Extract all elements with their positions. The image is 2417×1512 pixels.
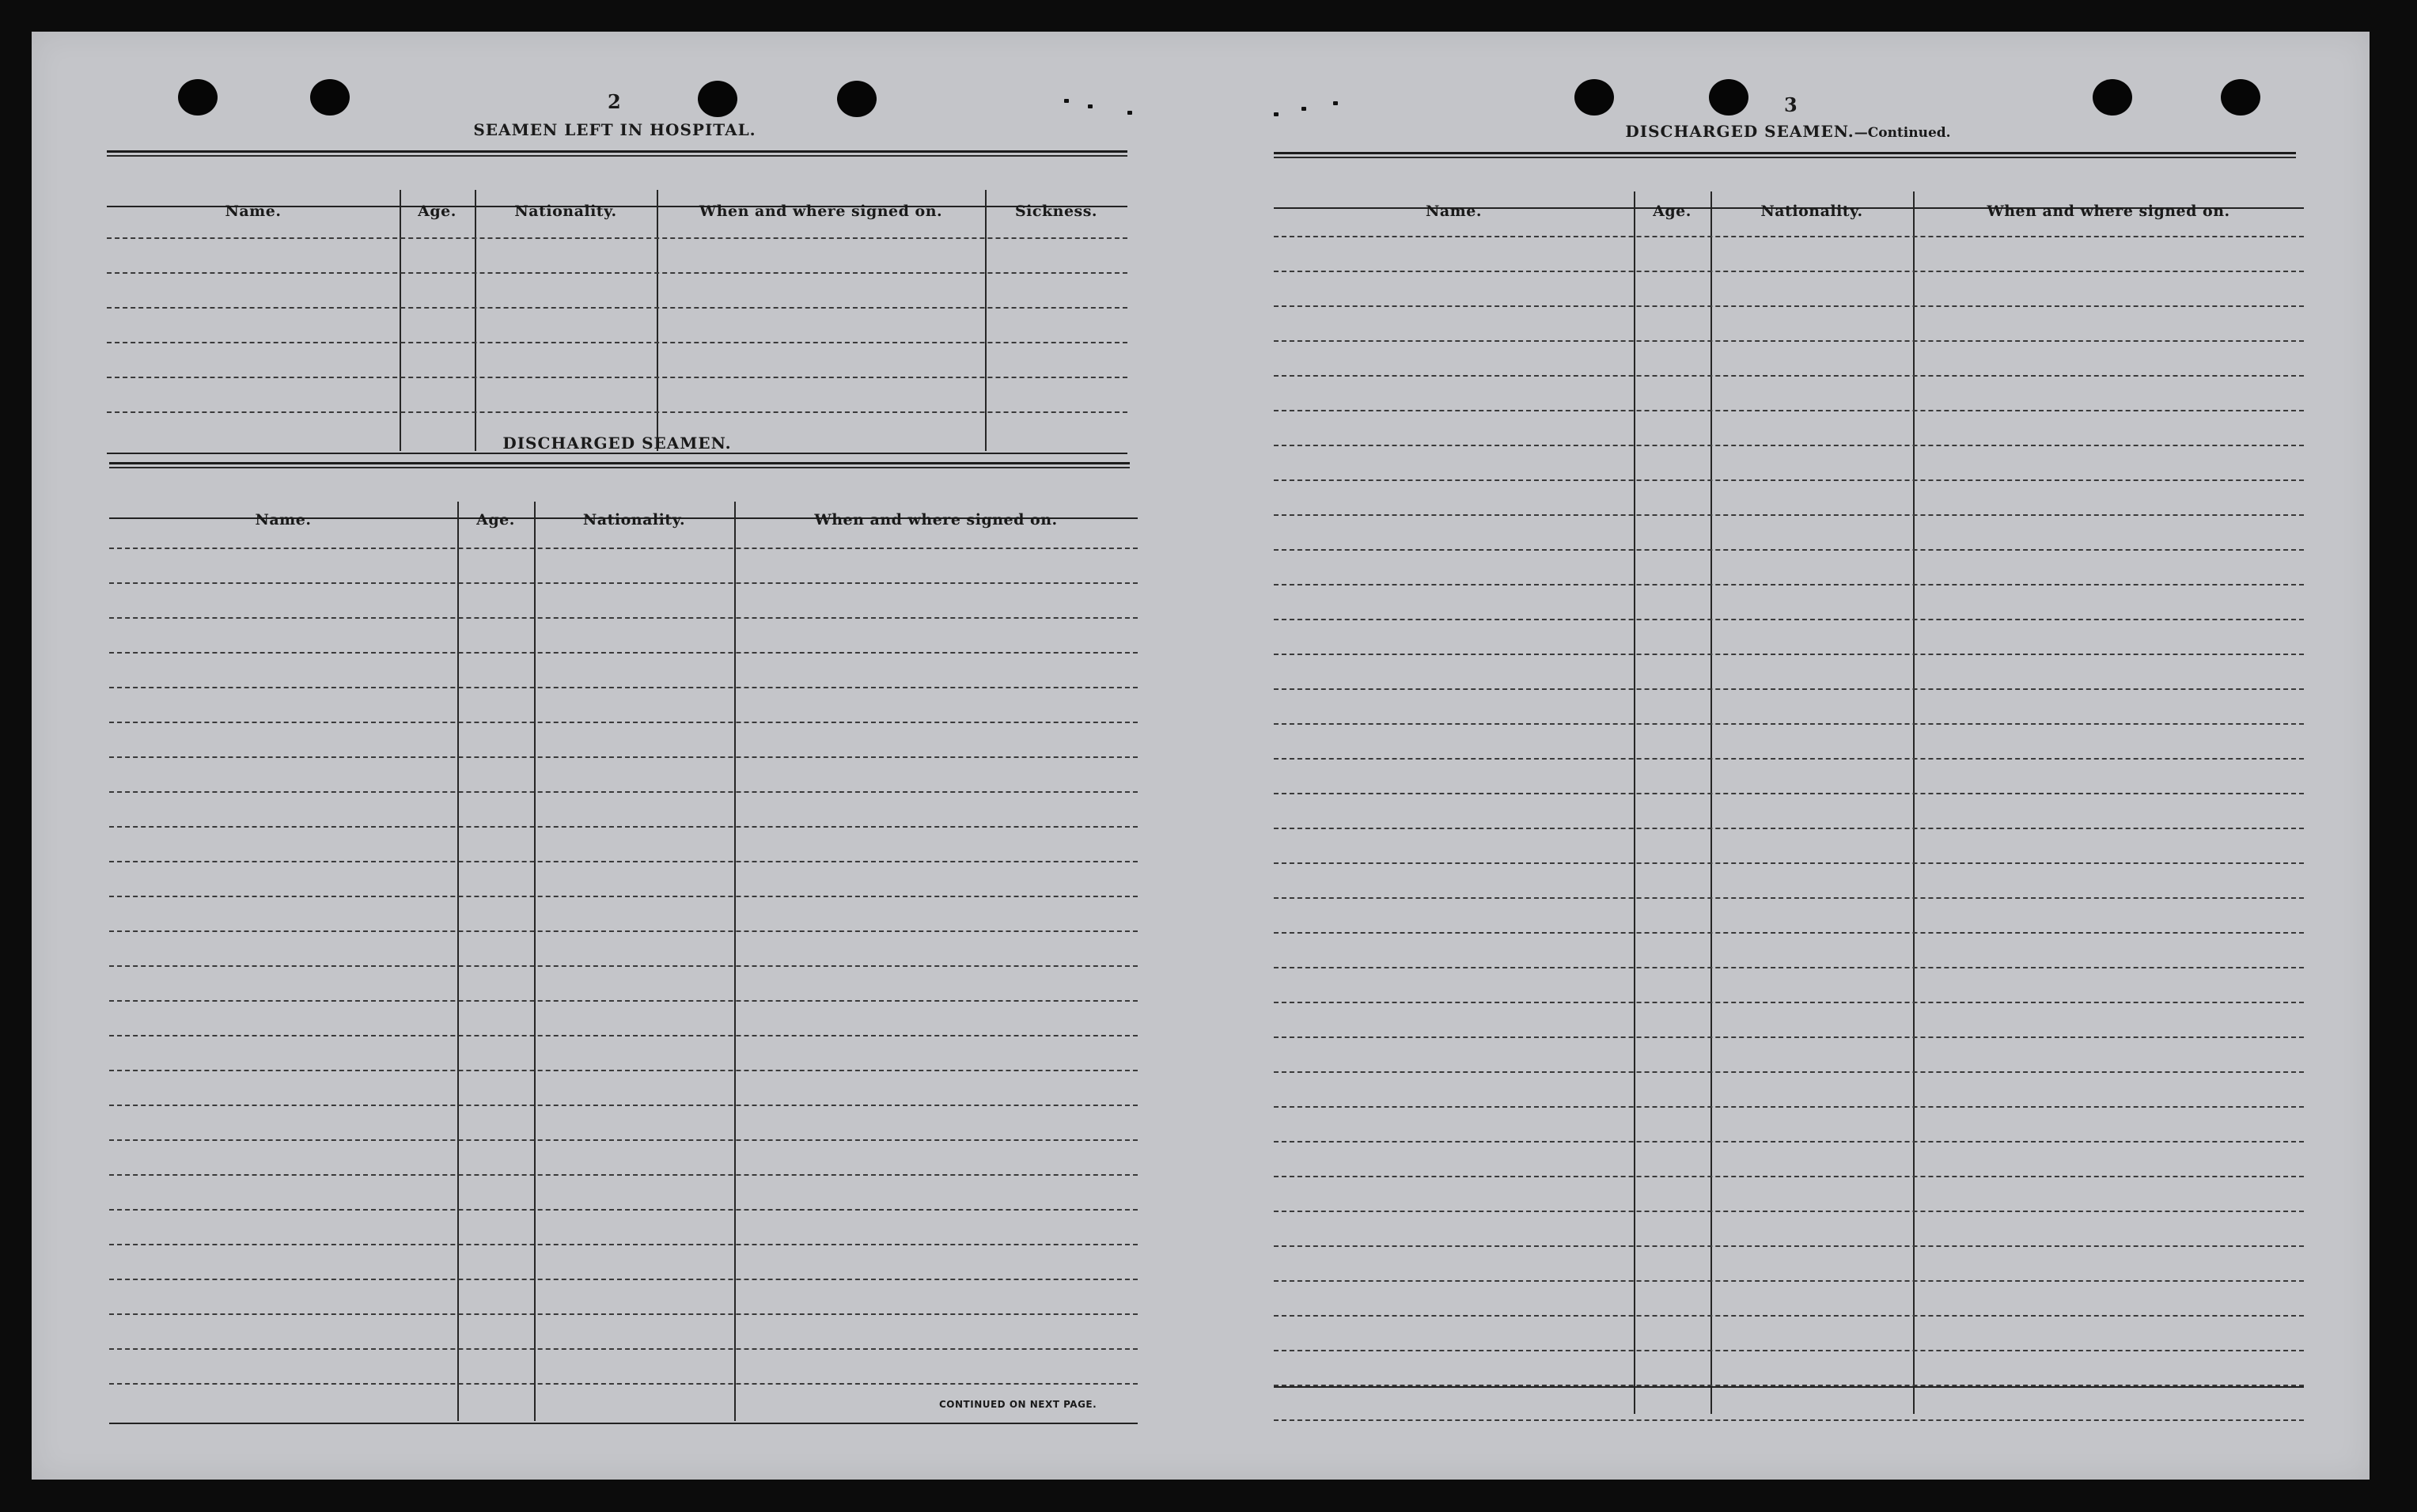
continued-col-signed-on: When and where signed on. xyxy=(1987,203,2230,220)
entry-line xyxy=(109,1313,1138,1315)
entry-line xyxy=(107,377,1127,378)
entry-line xyxy=(109,896,1138,897)
discharged-top-rule xyxy=(109,462,1130,464)
hospital-section-title: SEAMEN LEFT IN HOSPITAL. xyxy=(473,120,756,139)
entry-line xyxy=(109,1035,1138,1036)
entry-line xyxy=(1274,305,2304,307)
punch-hole xyxy=(178,79,218,116)
ink-speck xyxy=(1301,107,1306,111)
entry-line xyxy=(1274,514,2304,516)
column-divider xyxy=(734,502,736,1421)
entry-line xyxy=(1274,1385,2304,1386)
entry-line xyxy=(1274,549,2304,551)
form-paper xyxy=(32,32,2370,1480)
punch-hole xyxy=(2093,79,2132,116)
discharged-continued-title-main: DISCHARGED SEAMEN. xyxy=(1625,122,1854,141)
entry-line xyxy=(109,1209,1138,1211)
punch-hole xyxy=(837,81,877,117)
entry-line xyxy=(1274,828,2304,829)
punch-hole xyxy=(1709,79,1748,116)
entry-line xyxy=(107,307,1127,309)
entry-line xyxy=(109,1348,1138,1350)
entry-line xyxy=(109,1279,1138,1280)
entry-line xyxy=(1274,1141,2304,1143)
entry-line xyxy=(1274,897,2304,899)
discharged-continued-title-suffix: —Continued. xyxy=(1854,125,1951,141)
entry-line xyxy=(1274,758,2304,760)
entry-line xyxy=(109,1383,1138,1385)
entry-line xyxy=(1274,271,2304,272)
entry-line xyxy=(1274,236,2304,237)
ink-speck xyxy=(1333,101,1338,105)
entry-line xyxy=(109,582,1138,584)
continued-bottom-rule xyxy=(1274,1386,2304,1388)
punch-hole xyxy=(1574,79,1614,116)
hospital-table xyxy=(107,158,1127,457)
entry-line xyxy=(1274,1106,2304,1108)
entry-line xyxy=(1274,410,2304,411)
entry-line xyxy=(1274,584,2304,585)
discharged-col-age: Age. xyxy=(476,511,515,529)
entry-line xyxy=(109,687,1138,688)
entry-line xyxy=(1274,932,2304,934)
hospital-col-name: Name. xyxy=(225,203,282,220)
entry-line xyxy=(109,756,1138,758)
entry-line xyxy=(109,1244,1138,1245)
continued-col-nationality: Nationality. xyxy=(1760,203,1863,220)
hospital-bottom-rule xyxy=(107,453,1127,454)
hospital-col-age: Age. xyxy=(418,203,457,220)
entry-line xyxy=(1274,1211,2304,1212)
discharged-continued-title xyxy=(1625,122,1950,141)
entry-line xyxy=(109,861,1138,862)
entry-line xyxy=(109,1139,1138,1141)
entry-line xyxy=(107,342,1127,343)
entry-line xyxy=(1274,375,2304,377)
continued-top-rule xyxy=(1274,152,2296,154)
entry-line xyxy=(109,826,1138,828)
entry-line xyxy=(109,652,1138,654)
entry-line xyxy=(109,791,1138,793)
hospital-col-nationality: Nationality. xyxy=(514,203,617,220)
entry-line xyxy=(109,965,1138,967)
entry-line xyxy=(1274,654,2304,655)
ink-speck xyxy=(1064,99,1069,103)
hospital-col-signed-on: When and where signed on. xyxy=(699,203,943,220)
discharged-section-title: DISCHARGED SEAMEN. xyxy=(502,434,732,453)
column-divider xyxy=(457,502,459,1421)
continued-note: CONTINUED ON NEXT PAGE. xyxy=(939,1399,1097,1410)
entry-line xyxy=(109,617,1138,619)
hospital-table-header xyxy=(107,158,1127,207)
column-divider xyxy=(534,502,536,1421)
entry-line xyxy=(109,722,1138,723)
punch-hole xyxy=(698,81,737,117)
page-number-right: 3 xyxy=(1784,93,1798,116)
entry-line xyxy=(109,1174,1138,1176)
entry-line xyxy=(107,411,1127,413)
continued-table-header xyxy=(1274,160,2304,209)
discharged-bottom-rule xyxy=(109,1423,1138,1424)
entry-line xyxy=(1274,967,2304,968)
entry-line xyxy=(109,1000,1138,1002)
discharged-continued-table xyxy=(1274,160,2304,1394)
entry-line xyxy=(1274,1002,2304,1003)
entry-line xyxy=(107,272,1127,274)
entry-line xyxy=(1274,723,2304,725)
continued-col-name: Name. xyxy=(1426,203,1482,220)
punch-hole xyxy=(310,79,350,116)
entry-line xyxy=(1274,862,2304,864)
entry-line xyxy=(1274,793,2304,794)
entry-line xyxy=(1274,619,2304,620)
entry-line xyxy=(1274,1245,2304,1247)
entry-line xyxy=(1274,445,2304,446)
entry-line xyxy=(1274,1036,2304,1038)
discharged-col-name: Name. xyxy=(255,511,312,529)
ink-speck xyxy=(1088,104,1093,108)
ink-speck xyxy=(1274,112,1279,116)
entry-line xyxy=(1274,1280,2304,1282)
entry-line xyxy=(1274,688,2304,690)
entry-line xyxy=(1274,1071,2304,1073)
entry-line xyxy=(1274,1350,2304,1351)
discharged-col-signed-on: When and where signed on. xyxy=(814,511,1058,529)
entry-line xyxy=(109,1070,1138,1071)
discharged-col-nationality: Nationality. xyxy=(582,511,686,529)
entry-line xyxy=(1274,1176,2304,1177)
entry-line xyxy=(1274,1419,2304,1421)
entry-line xyxy=(109,1105,1138,1106)
hospital-col-sickness: Sickness. xyxy=(1014,203,1098,220)
punch-hole xyxy=(2221,79,2260,116)
discharged-table xyxy=(109,470,1138,1396)
entry-line xyxy=(109,548,1138,549)
entry-line xyxy=(1274,479,2304,481)
continued-col-age: Age. xyxy=(1653,203,1692,220)
entry-line xyxy=(1274,1315,2304,1317)
page-number-left: 2 xyxy=(608,90,622,113)
hospital-top-rule xyxy=(107,150,1127,153)
entry-line xyxy=(109,930,1138,932)
entry-line xyxy=(107,237,1127,239)
ink-speck xyxy=(1127,111,1132,115)
entry-line xyxy=(1274,340,2304,342)
